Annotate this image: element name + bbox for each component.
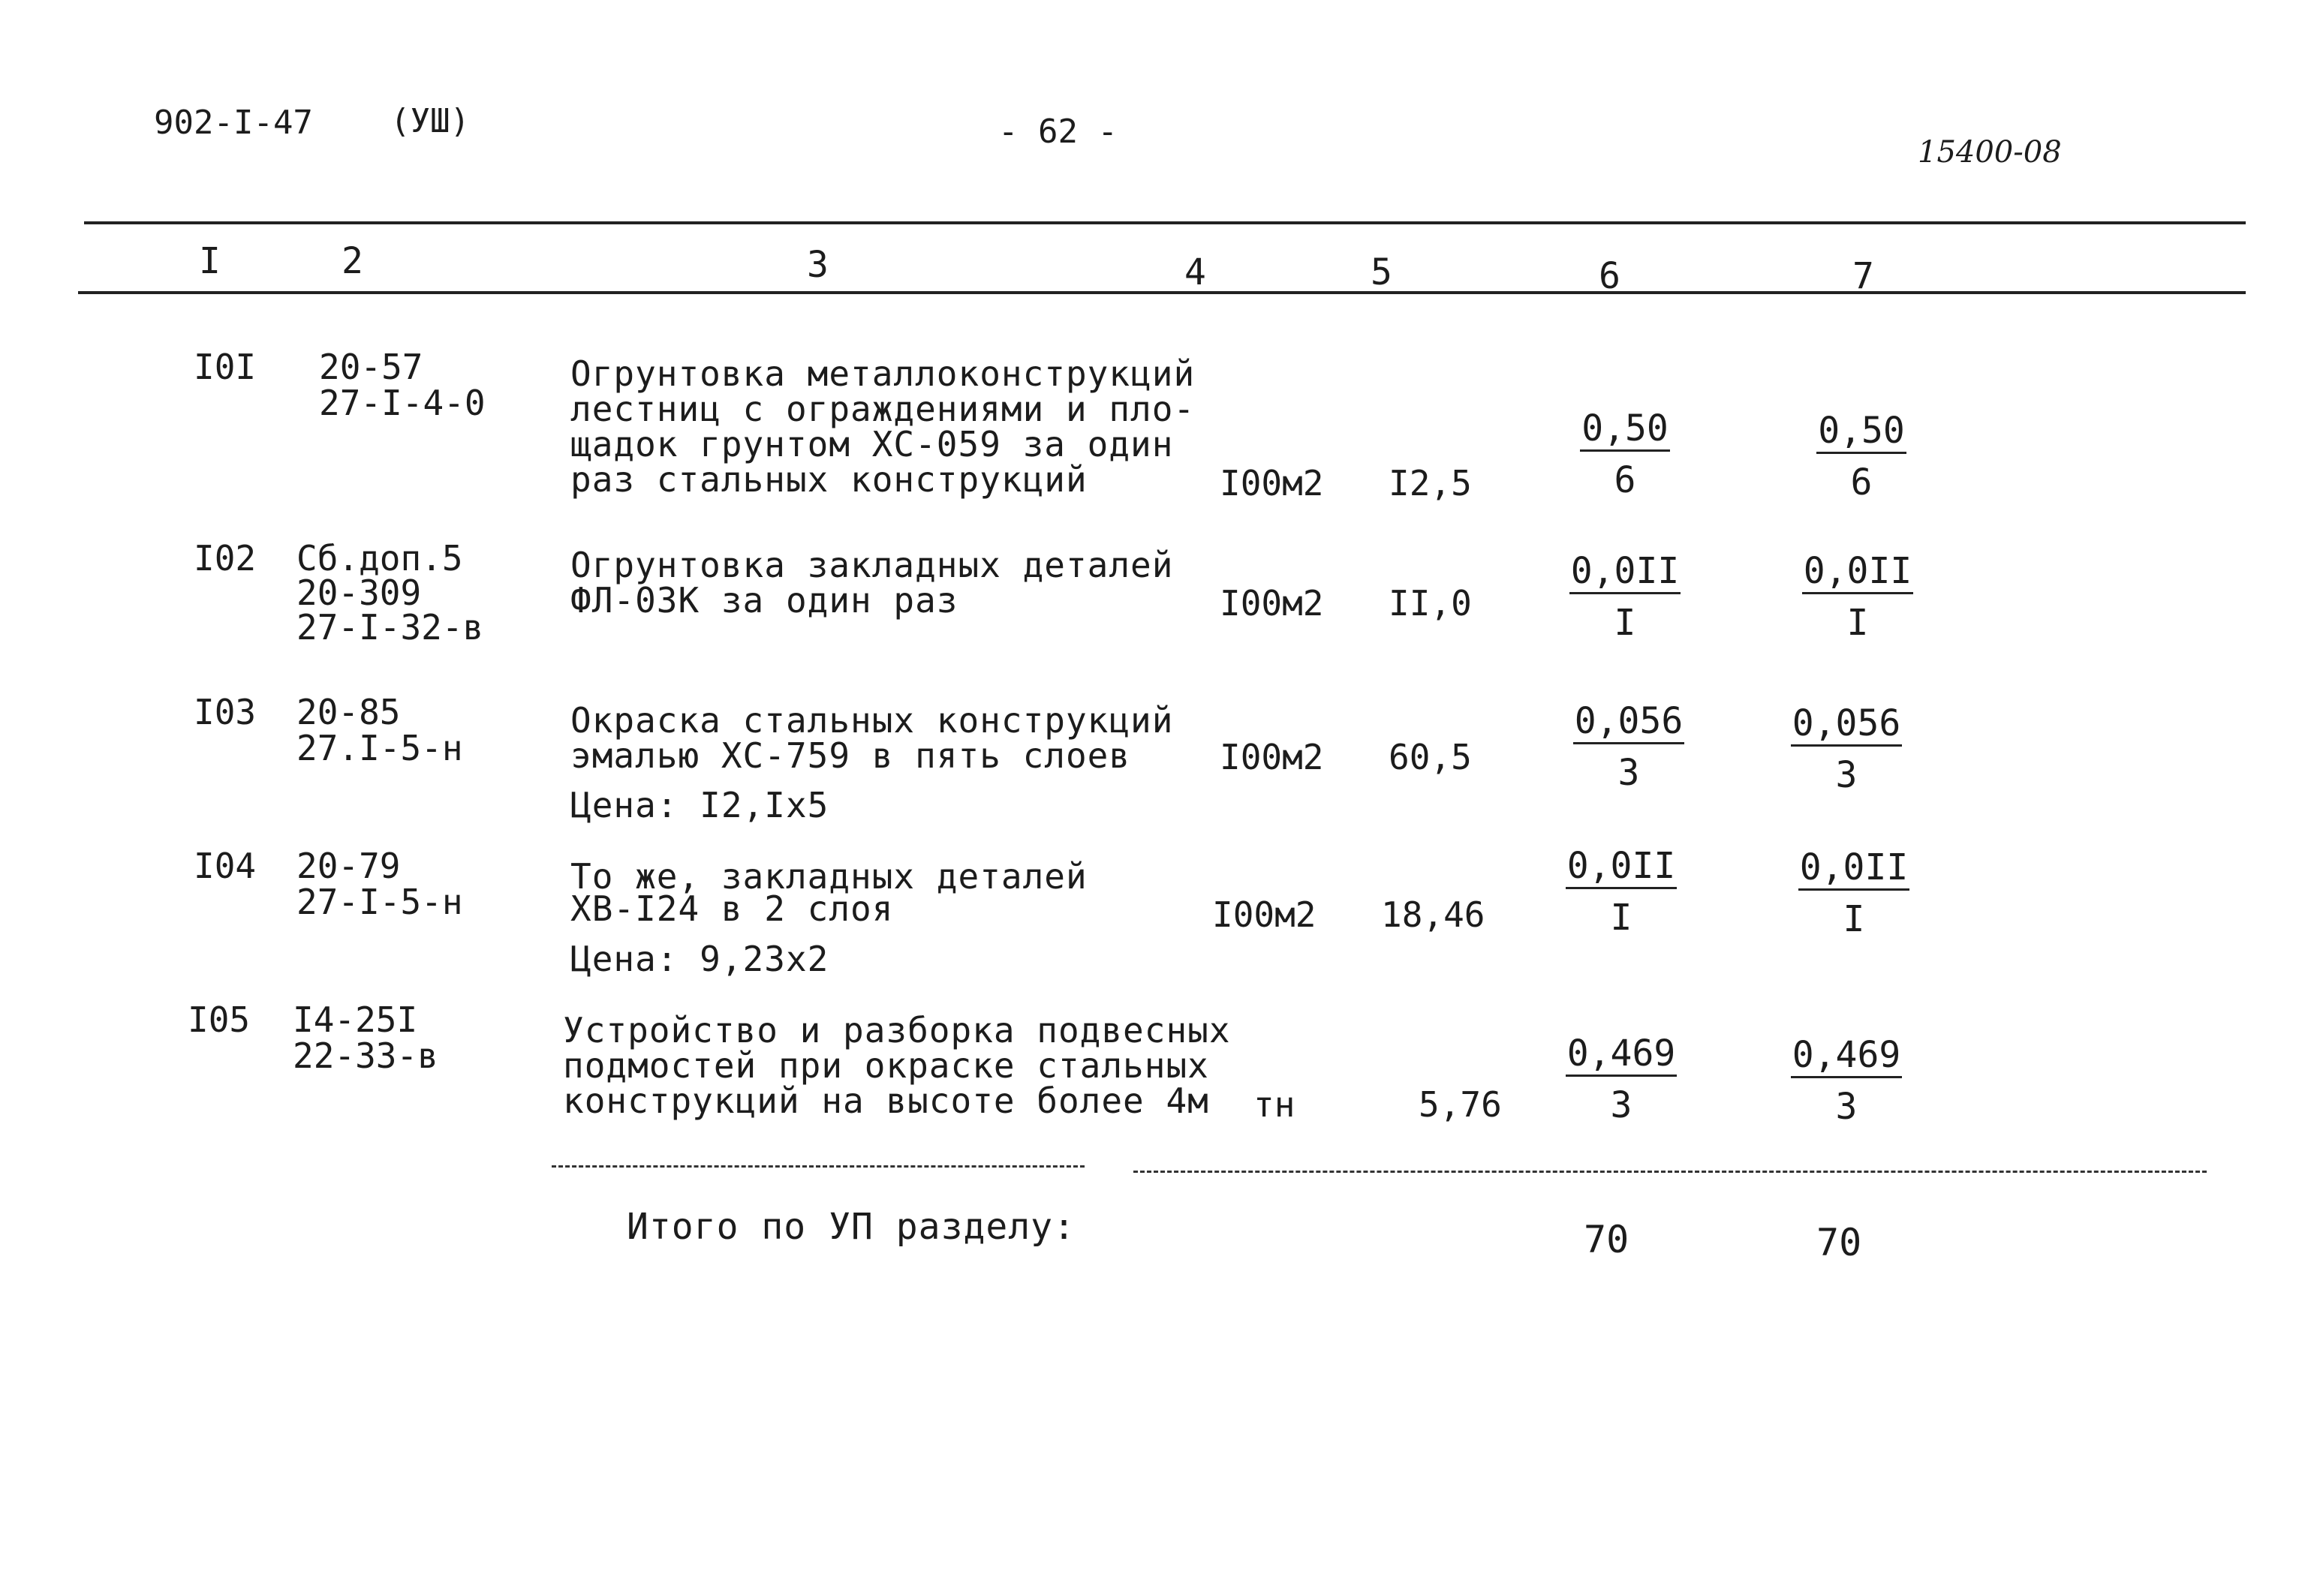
- description-line: конструкций на высоте более 4м: [563, 1081, 1209, 1121]
- code-line: 27.I-5-н: [296, 728, 463, 768]
- col6-denominator: 3: [1617, 752, 1640, 794]
- col6-denominator: 3: [1610, 1084, 1632, 1126]
- code-line: I4-25I: [293, 999, 418, 1040]
- description-line: Огрунтовка закладных деталей: [570, 545, 1174, 585]
- col7-denominator: I: [1846, 602, 1869, 644]
- description-line: эмалью ХС-759 в пять слоев: [570, 735, 1131, 776]
- row-number: I03: [194, 692, 257, 732]
- quantity: 60,5: [1389, 737, 1472, 777]
- col6-fraction: [1550, 846, 1693, 937]
- col6-fraction: [1557, 702, 1700, 792]
- quantity: 18,46: [1381, 894, 1485, 935]
- code-line: 27-I-4-0: [319, 383, 486, 423]
- col6-numerator: 0,056: [1573, 702, 1685, 744]
- column-number: 6: [1599, 255, 1620, 297]
- col6-numerator: 0,0II: [1566, 846, 1678, 889]
- total-col6: 70: [1584, 1218, 1629, 1261]
- column-number: 4: [1184, 251, 1206, 293]
- description-line: подмостей при окраске стальных: [563, 1045, 1209, 1086]
- col7-numerator: 0,0II: [1802, 552, 1914, 594]
- column-number: I: [199, 240, 221, 282]
- code-line: 27-I-5-н: [296, 882, 463, 922]
- col6-denominator: I: [1614, 602, 1636, 644]
- row-number: I04: [194, 846, 257, 886]
- description-line: щадок грунтом ХС-059 за один: [570, 424, 1174, 464]
- unit: I00м2: [1212, 894, 1316, 935]
- col6-numerator: 0,0II: [1569, 552, 1681, 594]
- col7-denominator: 3: [1835, 754, 1858, 796]
- column-number: 3: [807, 244, 829, 286]
- description-line: ФЛ-03К за один раз: [570, 580, 958, 621]
- quantity: 5,76: [1419, 1084, 1502, 1125]
- col6-numerator: 0,469: [1566, 1034, 1678, 1077]
- col7-fraction: [1775, 1035, 1918, 1126]
- document-code: 902-I-47: [154, 104, 313, 142]
- row-number: I05: [188, 999, 251, 1040]
- description-line: лестниц с ограждениями и пло-: [570, 389, 1196, 429]
- col6-denominator: I: [1610, 897, 1632, 939]
- price-note: Цена: I2,Iх5: [570, 785, 829, 825]
- col7-fraction: [1775, 704, 1918, 795]
- col7-fraction: [1786, 552, 1929, 642]
- archive-stamp: 15400-08: [1918, 135, 2062, 170]
- quantity: I2,5: [1389, 463, 1472, 503]
- row-number: I02: [194, 538, 257, 579]
- price-note: Цена: 9,23х2: [570, 939, 829, 979]
- description-line: То же, закладных деталей: [570, 856, 1088, 897]
- table-top-rule: [84, 221, 2246, 224]
- dashed-separator: [1133, 1171, 2207, 1173]
- col6-fraction: [1554, 552, 1696, 642]
- unit: тн: [1253, 1084, 1295, 1125]
- col7-denominator: 3: [1835, 1086, 1858, 1128]
- col7-fraction: [1790, 411, 1933, 502]
- code-line: 20-57: [319, 347, 423, 387]
- unit: I00м2: [1220, 463, 1324, 503]
- col7-numerator: 0,056: [1791, 704, 1903, 747]
- dashed-separator: [552, 1165, 1085, 1168]
- col6-denominator: 6: [1614, 459, 1636, 501]
- code-line: Сб.доп.5: [296, 538, 463, 579]
- col6-numerator: 0,50: [1580, 409, 1670, 452]
- col7-numerator: 0,0II: [1798, 848, 1910, 891]
- code-line: 27-I-32-в: [296, 607, 484, 648]
- description-line: Устройство и разборка подвесных: [563, 1010, 1231, 1050]
- col7-denominator: 6: [1850, 461, 1873, 503]
- page-number: - 62 -: [998, 113, 1118, 151]
- column-number: 2: [342, 240, 363, 282]
- row-number: I0I: [194, 347, 257, 387]
- unit: I00м2: [1220, 737, 1324, 777]
- quantity: II,0: [1389, 583, 1472, 624]
- table-header-rule: [78, 291, 2246, 294]
- col7-numerator: 0,50: [1816, 411, 1906, 454]
- description-line: Окраска стальных конструкций: [570, 700, 1174, 741]
- description-line: раз стальных конструкций: [570, 459, 1088, 500]
- code-line: 22-33-в: [293, 1035, 438, 1076]
- description-line: Огрунтовка металлоконструкций: [570, 353, 1196, 394]
- col6-fraction: [1550, 1034, 1693, 1125]
- column-number: 7: [1852, 255, 1874, 297]
- code-line: 20-79: [296, 846, 401, 886]
- col7-fraction: [1783, 848, 1925, 939]
- total-label: Итого по УП разделу:: [627, 1206, 1076, 1248]
- col7-denominator: I: [1843, 898, 1865, 940]
- code-line: 20-309: [296, 573, 422, 613]
- col6-fraction: [1561, 409, 1689, 500]
- unit: I00м2: [1220, 583, 1324, 624]
- column-number: 5: [1371, 251, 1392, 293]
- section-label: (УШ): [390, 102, 470, 140]
- description-line: ХВ-I24 в 2 слоя: [570, 888, 894, 929]
- col7-numerator: 0,469: [1791, 1035, 1903, 1078]
- code-line: 20-85: [296, 692, 401, 732]
- total-col7: 70: [1816, 1221, 1862, 1264]
